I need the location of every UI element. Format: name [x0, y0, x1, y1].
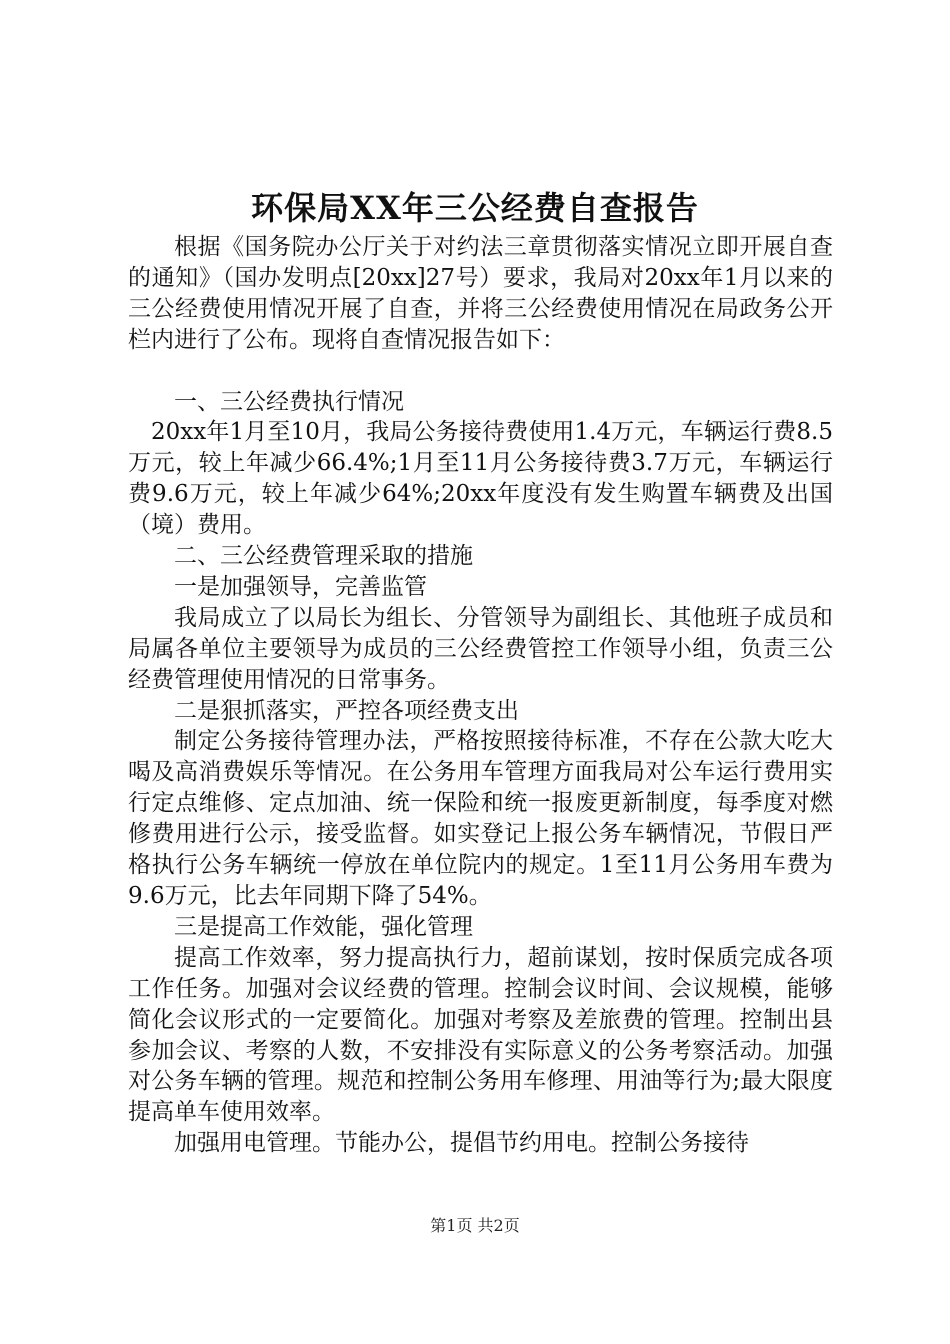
body-paragraph: 加强用电管理。节能办公，提倡节约用电。控制公务接待: [174, 1130, 749, 1157]
document-body: [128, 232, 833, 1159]
subsection-heading-3: 三是提高工作效能，强化管理: [174, 913, 473, 940]
body-paragraph: 提高工作效率，努力提高执行力，超前谋划，按时保质完成各项工作任务。加强对会议经费的管理。控制会议时间、会议规模，能够简化会议形式的一定要简化。加强对考察及差旅费的管理。控制出县参加会议、考察的人数，不安排没有实际意义的公务考察活动。加强对公务车辆的管理。规范和控制公务用车修理、用油等行为;最大限度提高单车使用效率。: [128, 944, 833, 1126]
section-heading-2: 二、三公经费管理采取的措施: [174, 543, 473, 570]
body-paragraph: 制定公务接待管理办法，严格按照接待标准，不存在公款大吃大喝及高消费娱乐等情况。在公务用车管理方面我局对公车运行费用实行定点维修、定点加油、统一保险和统一报废更新制度，每季度对燃修费用进行公示，接受监督。如实登记上报公务车辆情况，节假日严格执行公务车辆统一停放在单位院内的规定。1至11月公务用车费为9.6万元，比去年同期下降了54%。: [128, 728, 833, 910]
subsection-heading-1: 一是加强领导，完善监管: [174, 573, 427, 600]
subsection-heading-2: 二是狠抓落实，严控各项经费支出: [174, 697, 519, 724]
document-title: 环保局XX年三公经费自查报告: [251, 189, 699, 227]
section-heading-1: 一、三公经费执行情况: [174, 388, 404, 415]
body-paragraph: 我局成立了以局长为组长、分管领导为副组长、其他班子成员和局属各单位主要领导为成员的三公经费管控工作领导小组，负责三公经费管理使用情况的日常事务。: [128, 604, 833, 693]
body-paragraph: 20xx年1月至10月，我局公务接待费使用1.4万元，车辆运行费8.5万元，较上年减少66.4%;1月至11月公务接待费3.7万元，车辆运行费9.6万元，较上年减少64%;20xx年度没有发生购置车辆费及出国（境）费用。: [128, 419, 833, 539]
page-footer: 第1页 共2页: [430, 1216, 520, 1235]
intro-paragraph: 根据《国务院办公厅关于对约法三章贯彻落实情况立即开展自查的通知》（国办发明点[20xx]27号）要求，我局对20xx年1月以来的三公经费使用情况开展了自查，并将三公经费使用情况在局政务公开栏内进行了公布。现将自查情况报告如下：: [128, 234, 833, 353]
